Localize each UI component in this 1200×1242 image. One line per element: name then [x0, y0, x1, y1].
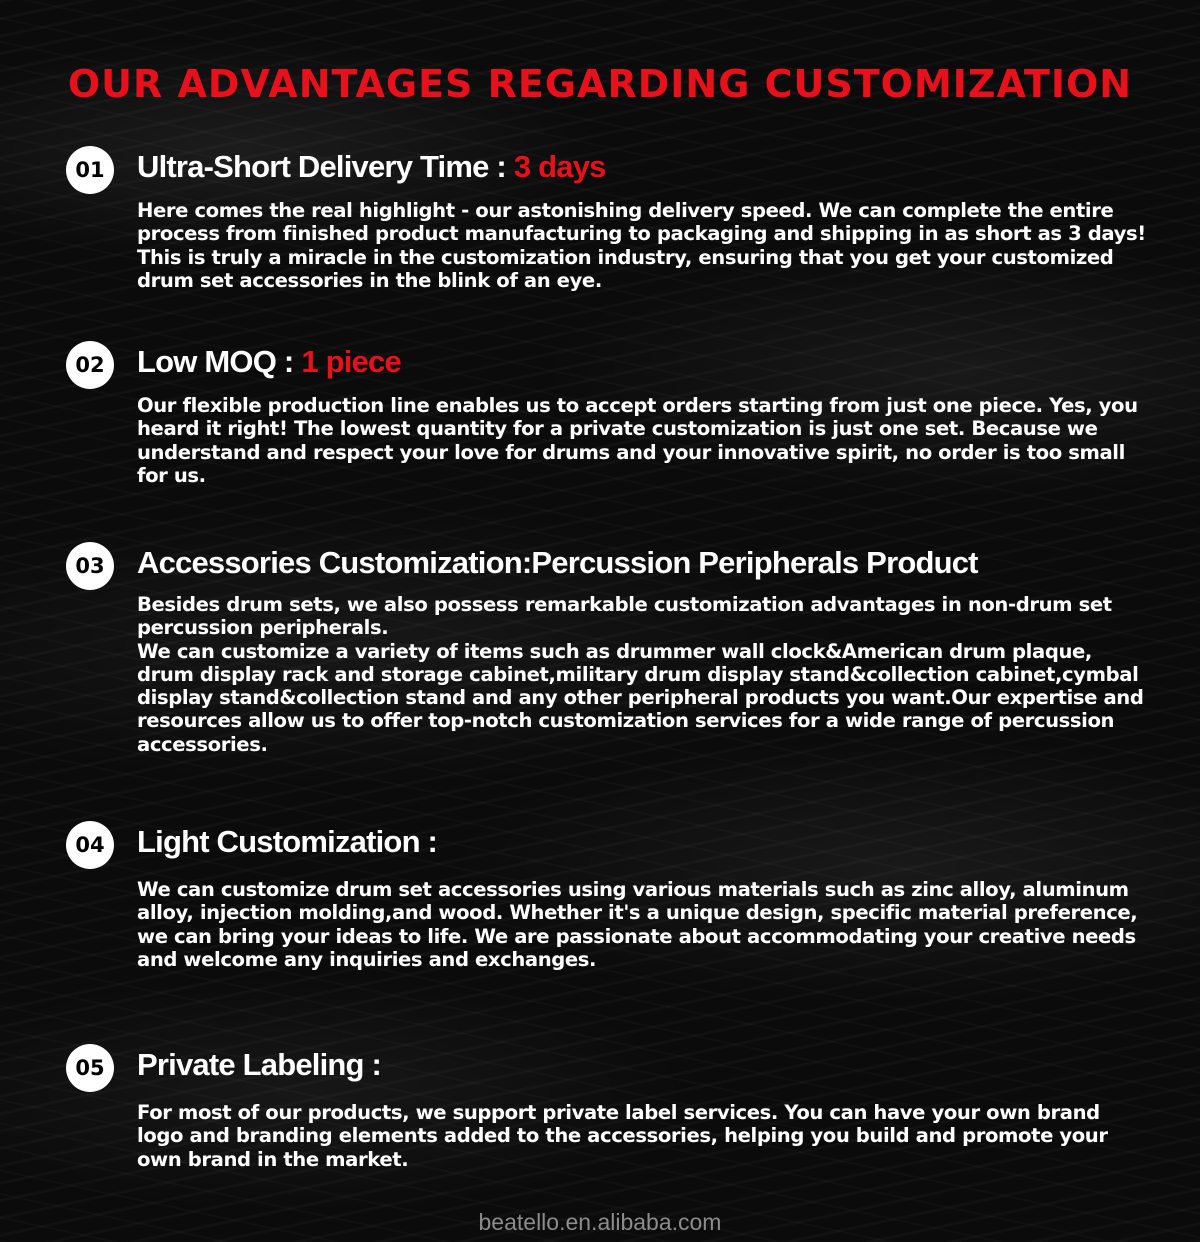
- section-body: [137, 199, 1152, 292]
- section-paragraph: We can customize a variety of items such as drummer wall clock&American drum plaque, drum display rack and storage cabinet,military drum display stand&collection cabinet,cymbal display stand&collection stand and any other peripheral products you want.Our expertise and resources allow us to offer top-notch customization services for a wide range of percussion accessories.: [137, 639, 1144, 756]
- section-heading: [137, 1047, 381, 1083]
- section-body: [137, 1101, 1152, 1171]
- section-heading: [137, 344, 401, 380]
- section-heading: [137, 149, 606, 185]
- section-highlight: 3 days: [513, 149, 606, 184]
- footer-watermark: beatello.en.alibaba.com: [478, 1209, 722, 1235]
- section-number-badge: 01: [66, 146, 114, 194]
- section-paragraph: Our flexible production line enables us to accept orders starting from just one piece. Yes, you heard it right! The lowest quantity for a private customization is just one set. Because we understand and respect your love for drums and your innovative spirit, no order is too small for us.: [137, 394, 1138, 487]
- section-heading-label: Ultra-Short Delivery Time :: [137, 149, 506, 184]
- section-body: [137, 394, 1152, 487]
- section-heading-label: Accessories Customization:Percussion Peripherals Product: [137, 545, 978, 580]
- section-heading-label: Light Customization :: [137, 824, 438, 859]
- section-paragraph: We can customize drum set accessories using various materials such as zinc alloy, aluminum alloy, injection molding,and wood. Whether it's a unique design, specific material preference, we can bring your ideas to life. We are passionate about accommodating your creative needs and welcome any inquiries and exchanges.: [137, 878, 1138, 971]
- section-number-badge: 05: [66, 1044, 114, 1092]
- section-paragraph: Here comes the real highlight - our astonishing delivery speed. We can complete the entire process from finished product manufacturing to packaging and shipping in as short as 3 days! This is truly a miracle in the customization industry, ensuring that you get your customized drum set accessories in the blink of an eye.: [137, 199, 1146, 292]
- page-title: OUR ADVANTAGES REGARDING CUSTOMIZATION: [67, 62, 1133, 106]
- section-heading-label: Private Labeling :: [137, 1047, 381, 1082]
- section-number-badge: 03: [66, 542, 114, 590]
- section-highlight: 1 piece: [301, 344, 401, 379]
- section-paragraph: Besides drum sets, we also possess remarkable customization advantages in non-drum set percussion peripherals.: [137, 593, 1112, 640]
- section-paragraph: For most of our products, we support private label services. You can have your own brand logo and branding elements added to the accessories, helping you build and promote your own brand in the market.: [137, 1101, 1108, 1171]
- section-number-badge: 04: [66, 821, 114, 869]
- section-number-badge: 02: [66, 341, 114, 389]
- section-body: [137, 593, 1152, 756]
- section-heading-label: Low MOQ :: [137, 344, 294, 379]
- section-heading: [137, 824, 437, 860]
- section-body: [137, 878, 1152, 971]
- section-heading: [137, 545, 978, 581]
